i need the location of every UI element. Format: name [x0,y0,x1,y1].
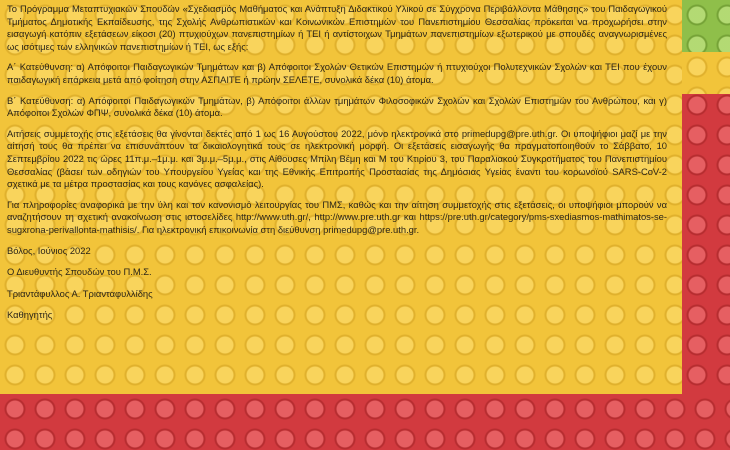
direction-a-paragraph: Α΄ Κατεύθυνση: α) Απόφοιτοι Παιδαγωγικών Τμημάτων και β) Απόφοιτοι Σχολών Θετικών Επιστημών ή πτυχιούχοι Πολυτεχνικών Σχολών και ΤΕΙ που έχουν παιδαγωγική επάρκεια μετά από φοίτηση στην ΑΣΠΑΙΤΕ ή πρώην ΣΕΛΕΤΕ, συνολικά δέκα (10) άτομα. [7,61,667,85]
information-paragraph: Για πληροφορίες αναφορικά με την ύλη και τον κανονισμό λειτουργίας του ΠΜΣ, καθώς και την αίτηση συμμετοχής στις εξετάσεις, οι υποψήφιοι μπορούν να αναζητήσουν τη σχετική ανακοίνωση στις ιστοσελίδες http://www.uth.gr/, http://www.pre.uth.gr και https://pre.uth.gr/category/pms-sxediasmos-mathimatos-se-sugxrona-perivallonta-mathisis/. Για ηλεκτρονική επικοινωνία στη διεύθυνση primedupg@pre.uth.gr. [7,198,667,235]
signatory-role: Ο Διευθυντής Σπουδών του Π.Μ.Σ. [7,266,152,278]
signatory-name: Τριαντάφυλλος Α. Τριανταφυλλίδης [7,287,153,299]
background-brick-yellow-corner [682,52,730,94]
background-brick-strip-bottom [0,394,730,450]
signatory-title: Καθηγητής [7,309,53,321]
application-paragraph: Αιτήσεις συμμετοχής στις εξετάσεις θα γίνονται δεκτές από 1 ως 16 Αυγούστου 2022, μόνο ηλεκτρονικά στο primedupg@pre.uth.gr. Οι υποψήφιοι μαζί με την αίτησή τους θα πρέπει να επισυνάπτουν τα δικαιολογητικά τους σε ηλεκτρονική μορφή. Οι εξετάσεις εισαγωγής θα πραγματοποιηθούν το Σάββατο, 10 Σεπτεμβρίου 2022 τις ώρες 11π.μ.–1μ.μ. και 3μ.μ.–5μ.μ., στις Αίθουσες Μπίλη Βέμη και Μ του Κτιρίου 3, του Παραλιακού Συγκροτήματος του Πανεπιστημίου Θεσσαλίας (βάσει των οδηγιών του Υπουργείου Υγείας και της Εθνικής Επιτροπής Προστασίας της Δημόσιας Υγείας έναντι του κορωνοϊού SARS-CoV-2 σχετικά με τα μέτρα προστασίας και τους κανόνες ασφαλείας). [7,127,667,190]
direction-b-paragraph: Β΄ Κατεύθυνση: α) Απόφοιτοι Παιδαγωγικών Τμημάτων, β) Απόφοιτοι άλλων τμημάτων Φιλοσοφικών Σχολών και Σχολών Επιστημών του Ανθρώπου, και γ) Απόφοιτοι Σχολών ΦΠΨ, συνολικά δέκα (10) άτομα. [7,94,667,119]
announcement-document [7,3,667,331]
intro-paragraph: Το Πρόγραμμα Μεταπτυχιακών Σπουδών «Σχεδιασμός Μαθήματος και Ανάπτυξη Διδακτικού Υλικού σε Σύγχρονα Περιβάλλοντα Μάθησης» του Παιδαγωγικού Τμήματος Δημοτικής Εκπαίδευσης, της Σχολής Ανθρωπιστικών και Κοινωνικών Επιστημών του Πανεπιστημίου Θεσσαλίας πρόκειται να προχωρήσει στην εισαγωγή κατόπιν εξετάσεων είκοσι (20) πτυχιούχων πανεπιστημίων ή ΤΕΙ ή αντίστοιχων Τμημάτων πανεπιστημίων εξωτερικού με σπουδές αναγνωρισμένες ως ισότιμες των ελληνικών πανεπιστημίων ή ΤΕΙ, ως εξής: [7,3,667,52]
background-brick-green-corner [682,0,730,52]
place-date: Βόλος, Ιούνιος 2022 [7,244,91,256]
